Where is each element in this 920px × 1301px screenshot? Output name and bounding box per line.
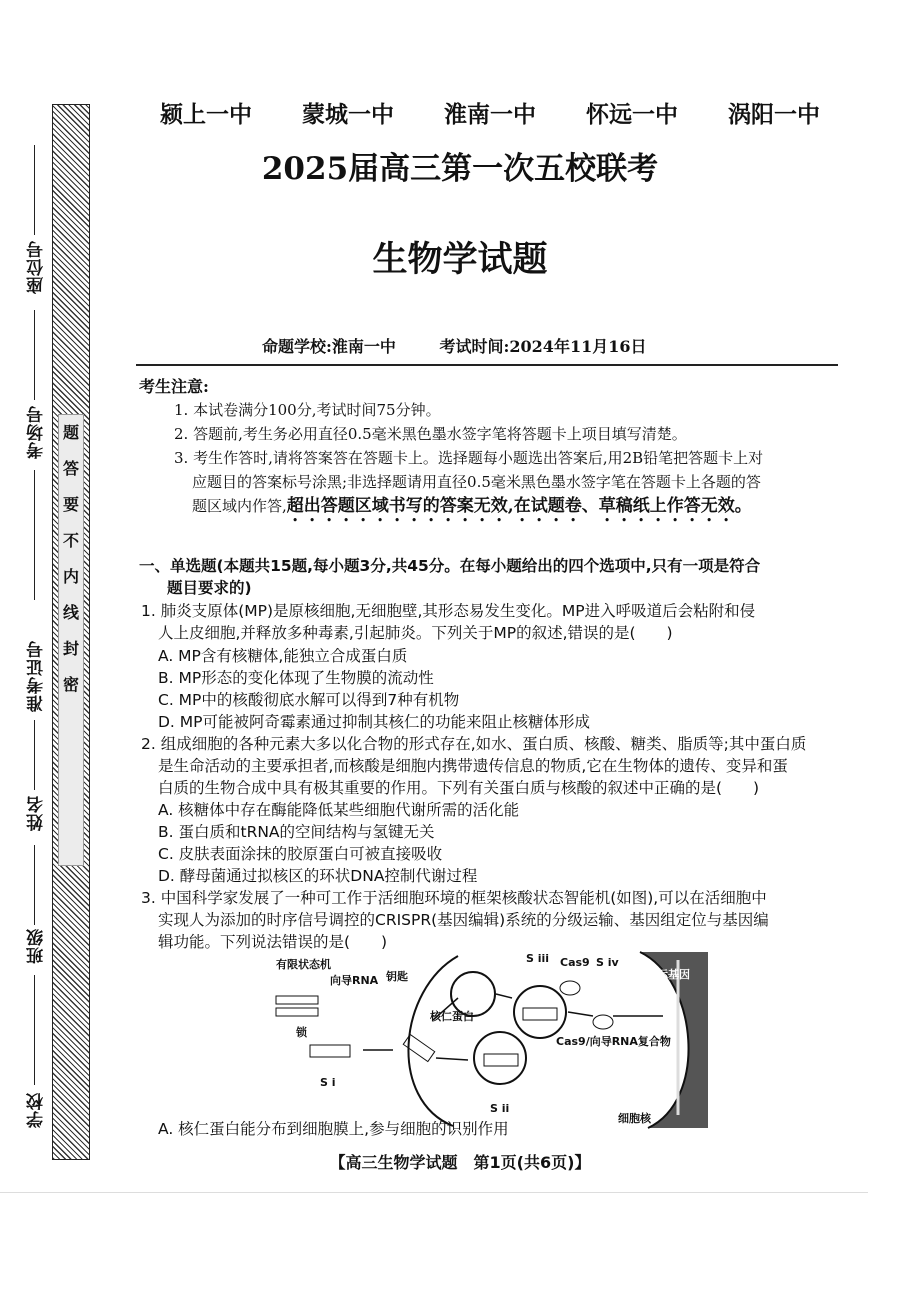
complex-block <box>523 1008 557 1020</box>
school-name: 蒙城一中 <box>302 101 394 128</box>
school-list <box>160 96 820 129</box>
page-bottom-rule <box>0 1192 868 1193</box>
q2-option-d: D. 酵母菌通过拟核区的环状DNA控制代谢过程 <box>158 867 478 885</box>
label-cas9: Cas9 <box>560 956 590 969</box>
warning-char: 题 <box>62 423 79 442</box>
cell-membrane <box>408 956 458 1126</box>
complex-block <box>484 1054 518 1066</box>
notice-item-3: 3. 考生作答时,请将答案答在答题卡上。选择题每小题选出答案后,用2B铅笔把答题卡上对 <box>174 449 764 467</box>
label-s1: S i <box>320 1076 336 1089</box>
q1-option-a: A. MP含有核糖体,能独立合成蛋白质 <box>158 647 408 665</box>
q2-stem: 2. 组成细胞的各种元素大多以化合物的形式存在,如水、蛋白质、核酸、糖类、脂质等;其中蛋白质 <box>141 735 807 753</box>
label-fsm: 有限状态机 <box>276 958 331 971</box>
label-guide-rna: 向导RNA <box>330 974 379 987</box>
class-label: 班级 <box>27 928 47 964</box>
q2-option-a: A. 核糖体中存在酶能降低某些细胞代谢所需的活化能 <box>158 801 520 819</box>
fsm-block <box>276 1008 318 1016</box>
label-nucleus: 细胞核 <box>618 1112 651 1125</box>
label-target-gene: 目标基因 <box>646 968 690 981</box>
q3-stem-line-2: 实现人为添加的时序信号调控的CRISPR(基因编辑)系统的分级运输、基因组定位与基因编 <box>158 911 769 929</box>
seat-number-label: 座位号 <box>27 240 47 294</box>
notice-item-3-line-2: 应题目的答案标号涂黑;非选择题请用直径0.5毫米黑色墨水签字笔在答题卡上各题的答 <box>192 473 761 491</box>
arrow <box>568 1012 593 1016</box>
exam-meta <box>262 334 684 357</box>
no-answer-zone <box>58 414 84 866</box>
label-s2: S ii <box>490 1102 510 1115</box>
school-name: 涡阳一中 <box>728 101 820 128</box>
cas9-protein <box>560 981 580 995</box>
school-name: 颍上一中 <box>160 101 252 128</box>
label-s4: S iv <box>596 956 619 969</box>
exam-title: 2025届高三第一次五校联考 <box>261 151 659 187</box>
fill-line <box>34 720 35 790</box>
q2-stem-line-2: 是生命活动的主要承担者,而核酸是细胞内携带遗传信息的物质,它在生物体的遗传、变异和蛋 <box>158 757 788 775</box>
exam-room-label: 考场号 <box>27 405 47 459</box>
q3-stem: 3. 中国科学家发展了一种可工作于活细胞环境的框架核酸状态智能机(如图),可以在活细胞中 <box>141 889 767 907</box>
arrow <box>436 1058 468 1060</box>
label-nucleolin: 核仁蛋白 <box>430 1010 474 1023</box>
cas9-complex <box>593 1015 613 1029</box>
notice-item-3-line-3 <box>192 494 752 526</box>
warning-char: 内 <box>62 567 79 586</box>
admission-number-label: 准考证号 <box>27 640 47 712</box>
notice-text: 题区域内作答, <box>192 497 287 515</box>
label-lock: 锁 <box>296 1026 307 1039</box>
q2-stem-line-3: 白质的生物合成中具有极其重要的作用。下列有关蛋白质与核酸的叙述中正确的是( ) <box>158 779 760 797</box>
q2-option-c: C. 皮肤表面涂抹的胶原蛋白可被直接吸收 <box>158 845 443 863</box>
q1-option-b: B. MP形态的变化体现了生物膜的流动性 <box>158 669 434 687</box>
warning-char: 答 <box>62 459 79 478</box>
page-footer: 【高三生物学试题 第1页(共6页)】 <box>329 1153 591 1172</box>
notice-item-1: 1. 本试卷满分100分,考试时间75分钟。 <box>174 401 441 419</box>
fill-line <box>34 470 35 600</box>
notice-item-2: 2. 答题前,考生务必用直径0.5毫米黑色墨水签字笔将答题卡上项目填写清楚。 <box>174 425 687 443</box>
warning-char: 不 <box>62 531 79 550</box>
q3-stem-line-3: 辑功能。下列说法错误的是( ) <box>158 933 388 951</box>
si-block <box>310 1045 350 1057</box>
school-name: 怀远一中 <box>586 101 678 128</box>
label-complex: Cas9/向导RNA复合物 <box>556 1035 671 1048</box>
fill-line <box>34 310 35 400</box>
section-heading-line-2: 题目要求的) <box>167 579 252 597</box>
fsm-block <box>276 996 318 1004</box>
school-name: 淮南一中 <box>444 101 536 128</box>
school-label: 学校 <box>27 1092 47 1128</box>
header-divider <box>136 364 838 366</box>
q1-stem-line-2: 人上皮细胞,并释放多种毒素,引起肺炎。下列关于MP的叙述,错误的是( ) <box>158 624 673 642</box>
warning-char: 线 <box>62 603 79 622</box>
q2-option-b: B. 蛋白质和tRNA的空间结构与氢键无关 <box>158 823 435 841</box>
warning-char: 要 <box>62 495 79 514</box>
label-key: 钥匙 <box>386 970 408 983</box>
section-heading: 一、单选题(本题共15题,每小题3分,共45分。在每小题给出的四个选项中,只有一项是符合 <box>139 557 761 575</box>
q1-stem: 1. 肺炎支原体(MP)是原核细胞,无细胞壁,其形态易发生变化。MP进入呼吸道后会粘附和侵 <box>141 602 756 620</box>
fill-line <box>34 975 35 1085</box>
notice-emphasis: 超出答题区域书写的答案无效,在试题卷、草稿纸上作答无效。 <box>286 496 752 516</box>
notice-title: 考生注意: <box>139 377 209 396</box>
q1-option-d: D. MP可能被阿奇霉素通过抑制其核仁的功能来阻止核糖体形成 <box>158 713 591 731</box>
label-s3: S iii <box>526 952 550 965</box>
warning-char: 封 <box>62 639 79 658</box>
siii-vesicle <box>514 986 566 1038</box>
fill-line <box>34 845 35 925</box>
exam-time: 考试时间:2024年11月16日 <box>439 337 647 356</box>
name-label: 姓名 <box>27 795 47 831</box>
q3-option-a: A. 核仁蛋白能分布到细胞膜上,参与细胞的识别作用 <box>158 1120 509 1138</box>
q1-option-c: C. MP中的核酸彻底水解可以得到7种有机物 <box>158 691 460 709</box>
subject-title: 生物学试题 <box>372 240 548 280</box>
warning-char: 密 <box>62 675 79 694</box>
arrow <box>496 994 512 998</box>
crispr-state-machine-figure <box>268 950 708 1130</box>
proposer: 命题学校:淮南一中 <box>262 337 396 356</box>
